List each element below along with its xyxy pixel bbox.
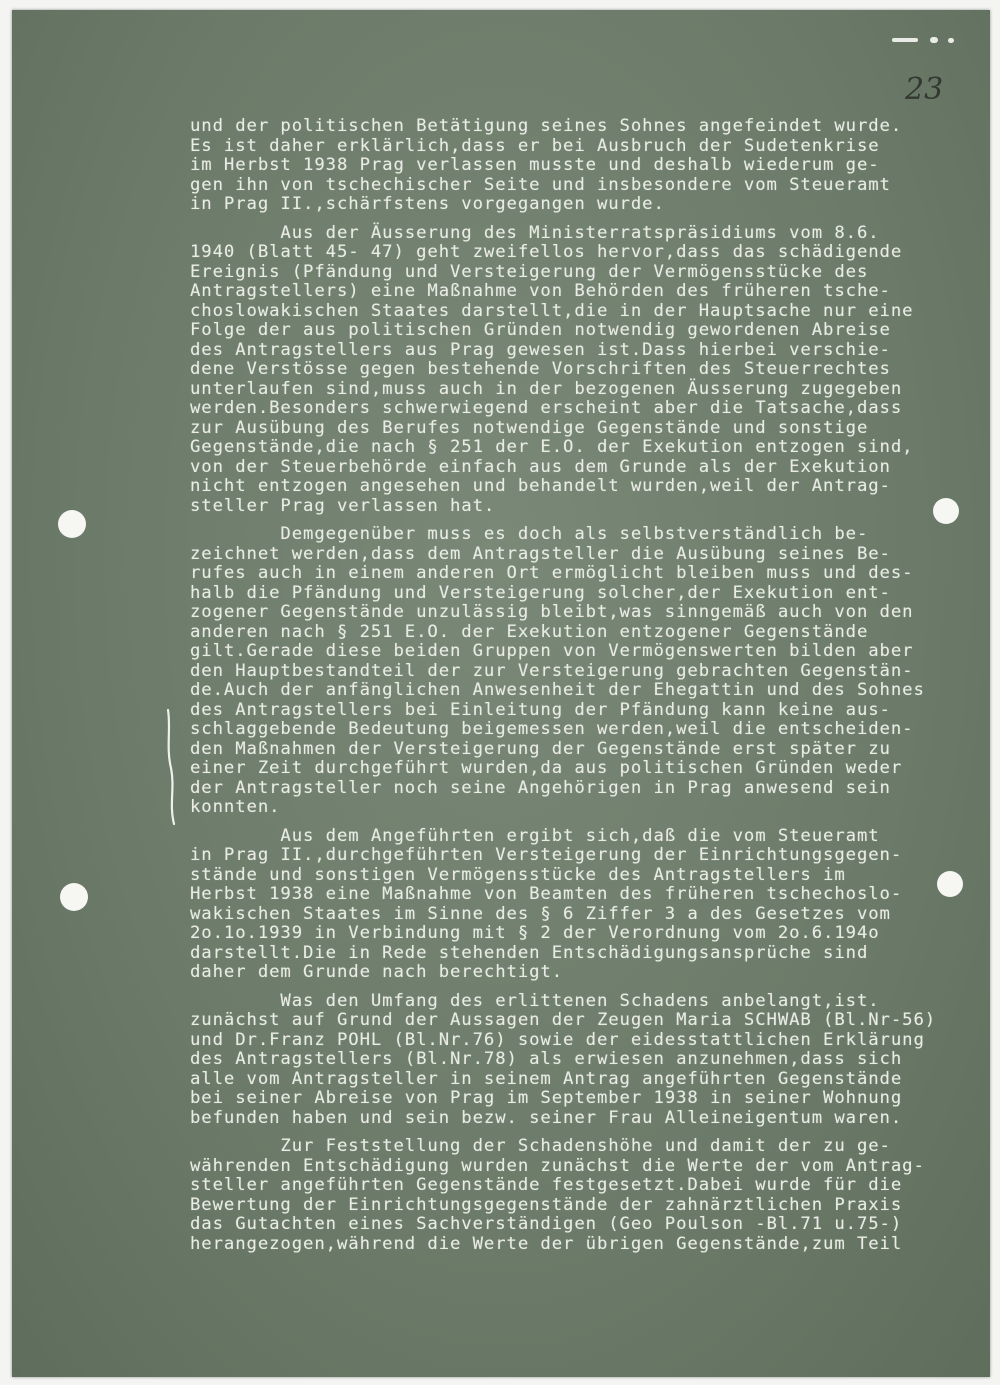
text-line: Herbst 1938 eine Maßnahme von Beamten des früheren tschechoslo- xyxy=(190,884,903,904)
text-line: konnten. xyxy=(190,797,281,817)
text-line: von der Steuerbehörde einfach aus dem Grunde als der Exekution xyxy=(190,456,891,477)
text-line: Folge der aus politischen Gründen notwendig gewordenen Abreise xyxy=(190,320,891,340)
text-line: anderen nach § 251 E.O. der Exekution entzogener Gegenstände xyxy=(190,621,869,642)
text-line: daher dem Grunde nach berechtigt. xyxy=(190,962,564,982)
paragraph xyxy=(190,525,970,818)
text-line: des Antragstellers bei Einleitung der Pfändung kann keine aus- xyxy=(190,699,891,720)
text-line: nicht entzogen angesehen und behandelt wurden,weil der Antrag- xyxy=(190,476,891,496)
text-line: des Antragstellers (Bl.Nr.78) als erwiesen anzunehmen,dass sich xyxy=(190,1049,903,1069)
text-line: alle vom Antragsteller in seinem Antrag angeführten Gegenstände xyxy=(190,1068,903,1089)
text-line: Gegenstände,die nach § 251 der E.O. der Exekution entzogen sind, xyxy=(190,437,914,457)
punch-hole xyxy=(60,883,88,911)
paragraph xyxy=(190,117,970,215)
text-line: steller Prag verlassen hat. xyxy=(190,495,496,516)
text-line: des Antragstellers aus Prag gewesen ist.Dass hierbei verschie- xyxy=(190,339,891,360)
text-line: werden.Besonders schwerwiegend erscheint aber die Tatsache,dass xyxy=(190,398,903,418)
text-line: de.Auch der anfänglichen Anwesenheit der Ehegattin und des Sohnes xyxy=(190,680,925,700)
text-line: gen ihn von tschechischer Seite und insbesondere vom Steueramt xyxy=(190,174,891,195)
text-line: den Maßnahmen der Versteigerung der Gegenstände erst später zu xyxy=(190,738,891,759)
text-line: 1940 (Blatt 45- 47) geht zweifellos hervor,dass das schädigende xyxy=(190,242,903,262)
text-line: Aus dem Angeführten ergibt sich,daß die vom Steueramt xyxy=(190,825,880,846)
punch-hole xyxy=(58,510,86,538)
text-line: Es ist daher erklärlich,dass er bei Ausbruch der Sudetenkrise xyxy=(190,135,880,156)
text-line: steller angeführten Gegenstände festgesetzt.Dabei wurde für die xyxy=(190,1175,903,1195)
text-line: Zur Feststellung der Schadenshöhe und damit der zu ge- xyxy=(190,1136,891,1156)
text-line: Was den Umfang des erlittenen Schadens anbelangt,ist. xyxy=(190,990,880,1011)
text-line: stände und sonstigen Vermögensstücke des Antragstellers im xyxy=(190,864,846,885)
text-line: darstellt.Die in Rede stehenden Entschädigungsansprüche sind xyxy=(190,942,869,963)
paragraph xyxy=(190,1137,970,1254)
text-line: das Gutachten eines Sachverständigen (Geo Poulson -Bl.71 u.75-) xyxy=(190,1214,903,1234)
text-line: rufes auch in einem anderen Ort ermöglicht bleiben muss und des- xyxy=(190,563,914,583)
text-line: gilt.Gerade diese beiden Gruppen von Vermögenswerten bilden aber xyxy=(190,641,914,661)
text-line: in Prag II.,schärfstens vorgegangen wurde. xyxy=(190,194,665,214)
text-line: schlaggebende Bedeutung beigemessen werden,weil die entscheiden- xyxy=(190,719,914,739)
text-line: wakischen Staates im Sinne des § 6 Ziffer 3 a des Gesetzes vom xyxy=(190,903,891,924)
text-line: Ereignis (Pfändung und Versteigerung der Vermögensstücke des xyxy=(190,261,869,282)
text-line: Antragstellers) eine Maßnahme von Behörden des früheren tsche- xyxy=(190,281,891,301)
text-line: halb die Pfändung und Versteigerung solcher,der Exekution ent- xyxy=(190,582,891,603)
text-line: und Dr.Franz POHL (Bl.Nr.76) sowie der eidesstattlichen Erklärung xyxy=(190,1029,925,1050)
text-line: zunächst auf Grund der Aussagen der Zeugen Maria SCHWAB (Bl.Nr-56) xyxy=(190,1010,937,1030)
text-line: choslowakischen Staates darstellt,die in der Hauptsache nur eine xyxy=(190,300,914,321)
page-number: 23 xyxy=(905,72,944,107)
text-line: herangezogen,während die Werte der übrigen Gegenstände,zum Teil xyxy=(190,1233,903,1254)
text-line: zeichnet werden,dass dem Antragsteller die Ausübung seines Be- xyxy=(190,543,891,564)
paragraph xyxy=(190,224,970,517)
text-line: einer Zeit durchgeführt wurden,da aus politischen Gründen weder xyxy=(190,758,903,778)
ink-mark xyxy=(948,38,954,43)
text-line: in Prag II.,durchgeführten Versteigerung der Einrichtungsgegen- xyxy=(190,845,903,865)
text-line: im Herbst 1938 Prag verlassen musste und deshalb wiederum ge- xyxy=(190,155,880,175)
text-line: dene Verstösse gegen bestehende Vorschriften des Steuerrechtes xyxy=(190,359,891,379)
text-line: währenden Entschädigung wurden zunächst die Werte der vom Antrag- xyxy=(190,1155,925,1176)
text-line: den Hauptbestandteil der zur Versteigerung gebrachten Gegenstän- xyxy=(190,660,914,681)
paragraph xyxy=(190,992,970,1129)
paragraph xyxy=(190,827,970,983)
text-line: 2o.1o.1939 in Verbindung mit § 2 der Verordnung vom 2o.6.194o xyxy=(190,923,880,943)
text-line: und der politischen Betätigung seines Sohnes angefeindet wurde. xyxy=(190,116,903,136)
text-line: Bewertung der Einrichtungsgegenstände der zahnärztlichen Praxis xyxy=(190,1194,903,1215)
text-line: der Antragsteller noch seine Angehörigen in Prag anwesend sein xyxy=(190,777,891,798)
margin-pencil-mark xyxy=(162,708,184,828)
text-line: bei seiner Abreise von Prag im September 1938 in seiner Wohnung xyxy=(190,1088,903,1108)
text-line: zur Ausübung des Berufes notwendige Gegenstände und sonstige xyxy=(190,417,869,438)
text-line: Aus der Äusserung des Ministerratspräsidiums vom 8.6. xyxy=(190,222,880,243)
ink-mark xyxy=(892,38,918,42)
text-line: befunden haben und sein bezw. seiner Frau Alleineigentum waren. xyxy=(190,1107,903,1128)
text-line: Demgegenüber muss es doch als selbstverständlich be- xyxy=(190,524,869,544)
ink-mark xyxy=(930,37,938,43)
text-line: zogener Gegenstände unzulässig bleibt,was sinngemäß auch von den xyxy=(190,602,914,622)
text-line: unterlaufen sind,muss auch in der bezogenen Äusserung zugegeben xyxy=(190,378,903,399)
document-body xyxy=(190,117,970,1254)
